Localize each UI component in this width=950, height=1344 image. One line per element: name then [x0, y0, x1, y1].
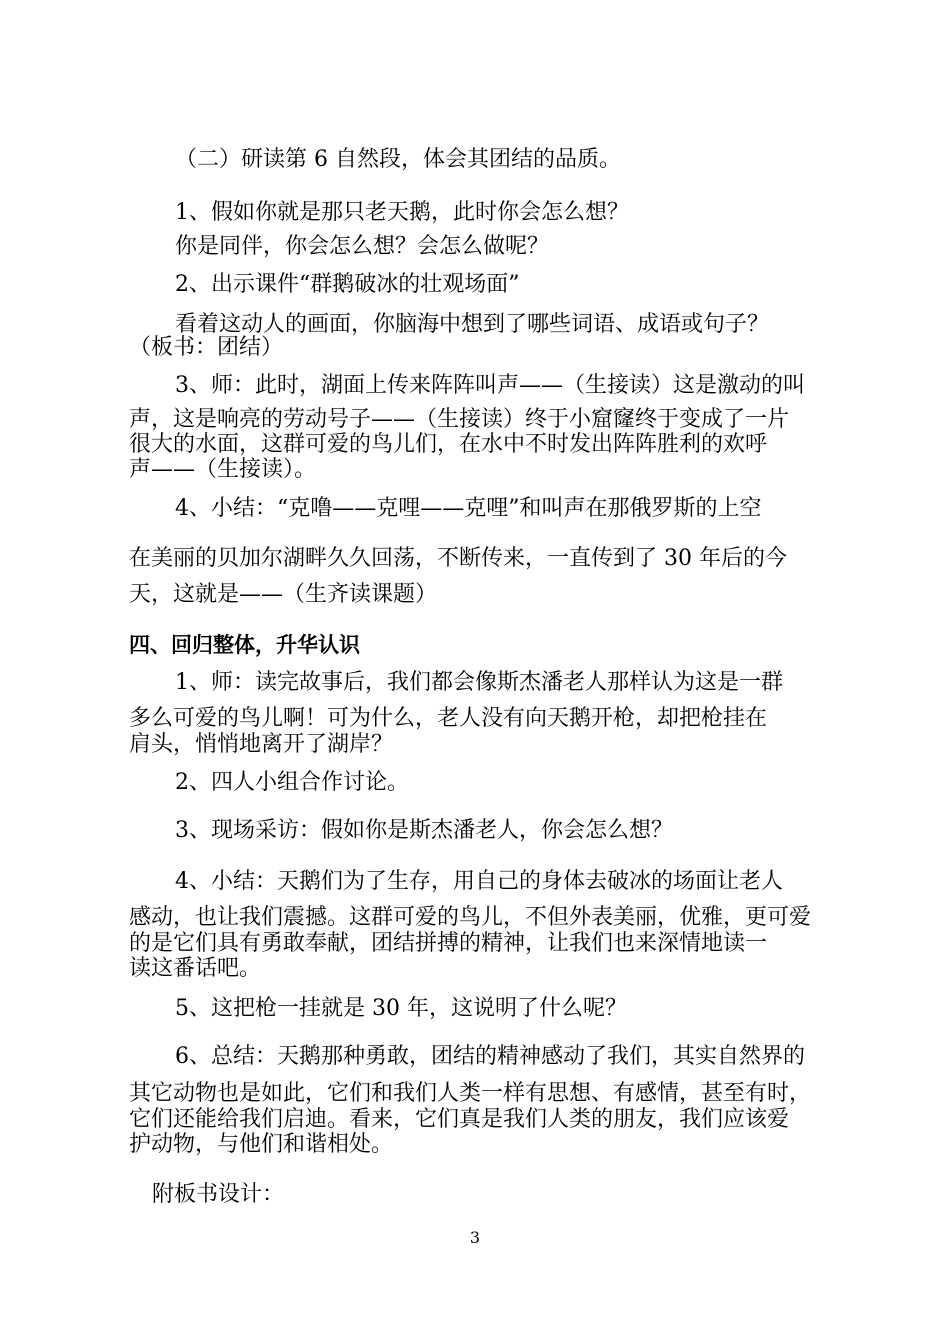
- paragraph-line: 4、小结：“克噜——克哩——克哩”和叫声在那俄罗斯的上空: [175, 496, 762, 521]
- paragraph-line: 护动物，与他们和谐相处。: [129, 1132, 394, 1157]
- paragraph-line: 1、假如你就是那只老天鹅，此时你会怎么想？: [175, 200, 629, 225]
- paragraph-line: 在美丽的贝加尔湖畔久久回荡，不断传来，一直传到了 30 年后的今: [129, 546, 787, 571]
- paragraph-line: 很大的水面，这群可爱的鸟儿们，在水中不时发出阵阵胜利的欢呼: [129, 432, 768, 457]
- paragraph-line: 读这番话吧。: [129, 956, 262, 981]
- paragraph-line: 感动，也让我们震撼。这群可爱的鸟儿，不但外表美丽，优雅，更可爱: [129, 905, 812, 930]
- page-number: 3: [469, 1228, 481, 1247]
- board-design-label: 附板书设计：: [152, 1182, 285, 1207]
- paragraph-line: 2、四人小组合作讨论。: [175, 770, 409, 795]
- paragraph-line: （板书：团结）: [129, 335, 284, 360]
- section-subheading: （二）研读第 6 自然段，体会其团结的品质。: [175, 147, 621, 172]
- paragraph-line: 3、师：此时，湖面上传来阵阵叫声——（生接读）这是激动的叫: [175, 373, 805, 398]
- paragraph-line: 1、师：读完故事后，我们都会像斯杰潘老人那样认为这是一群: [175, 670, 783, 695]
- paragraph-line: 天，这就是——（生齐读课题）: [129, 582, 438, 607]
- paragraph-line: 声，这是响亮的劳动号子——（生接读）终于小窟窿终于变成了一片: [129, 407, 790, 432]
- paragraph-line: 2、出示课件“群鹅破冰的壮观场面”: [175, 272, 520, 297]
- paragraph-line: 看着这动人的画面，你脑海中想到了哪些词语、成语或句子？: [175, 312, 770, 337]
- paragraph-line: 肩头，悄悄地离开了湖岸？: [129, 732, 394, 757]
- section-heading: 四、回归整体，升华认识: [129, 633, 360, 657]
- paragraph-line: 的是它们具有勇敢奉献，团结拼搏的精神，让我们也来深情地读一: [129, 931, 768, 956]
- paragraph-line: 3、现场采访：假如你是斯杰潘老人，你会怎么想？: [175, 818, 673, 843]
- paragraph-line: 声——（生接读）。: [129, 457, 317, 482]
- paragraph-line: 4、小结：天鹅们为了生存，用自己的身体去破冰的场面让老人: [175, 869, 783, 894]
- paragraph-line: 5、这把枪一挂就是 30 年，这说明了什么呢？: [175, 996, 627, 1021]
- paragraph-line: 多么可爱的鸟儿啊！可为什么，老人没有向天鹅开枪，却把枪挂在: [129, 706, 768, 731]
- paragraph-line: 6、总结：天鹅那种勇敢，团结的精神感动了我们，其实自然界的: [175, 1044, 805, 1069]
- paragraph-line: 其它动物也是如此，它们和我们人类一样有思想、有感情，甚至有时，: [129, 1081, 812, 1106]
- paragraph-line: 它们还能给我们启迪。看来，它们真是我们人类的朋友，我们应该爱: [129, 1107, 790, 1132]
- paragraph-line: 你是同伴，你会怎么想？会怎么做呢？: [175, 234, 550, 259]
